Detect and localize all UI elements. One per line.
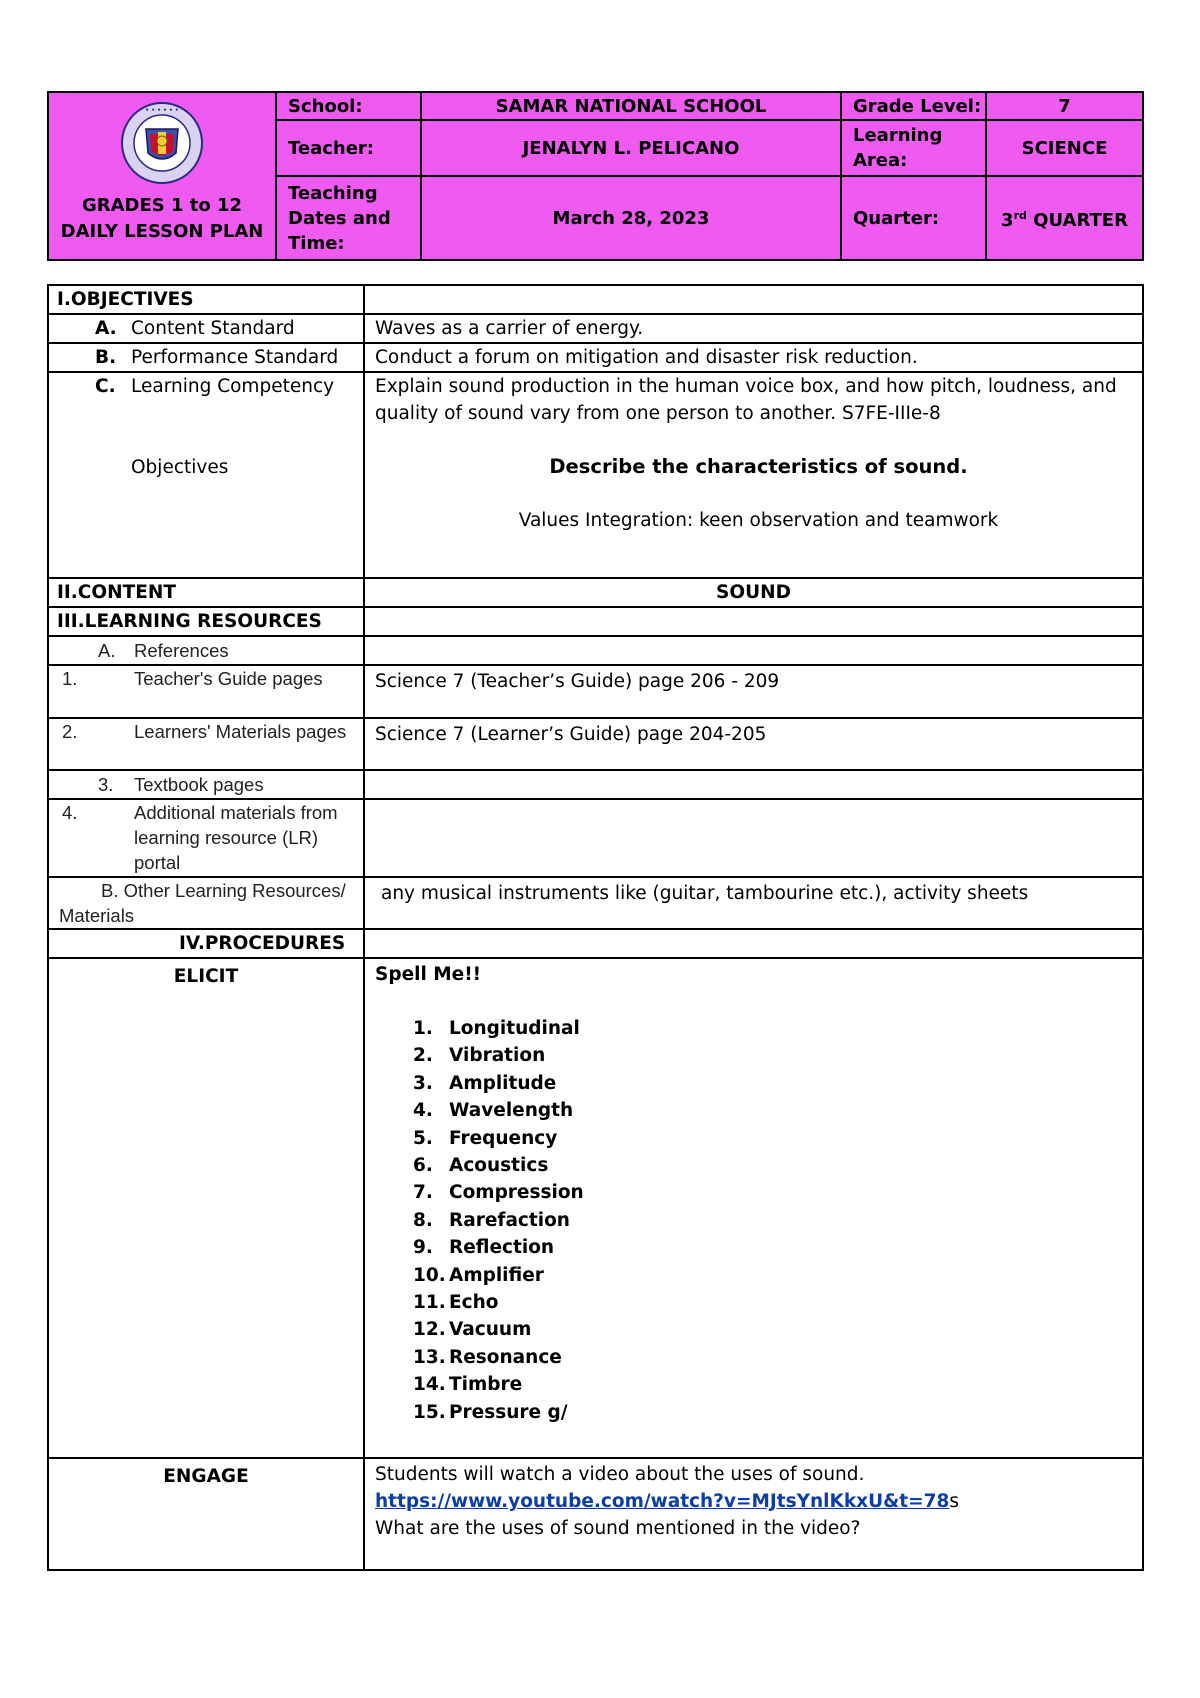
engage-question: What are the uses of sound mentioned in the video? xyxy=(375,1518,861,1539)
dlp-title-line2: DAILY LESSON PLAN xyxy=(60,221,264,242)
teachers-guide-value: Science 7 (Teacher’s Guide) page 206 - 209 xyxy=(364,665,1143,718)
spell-item-word: Amplitude xyxy=(449,1072,557,1094)
objectives-heading-row xyxy=(48,285,1143,314)
procedures-heading-row xyxy=(48,929,1143,958)
spell-list xyxy=(375,1015,1142,1426)
spell-list-item xyxy=(413,1344,1142,1371)
references-row xyxy=(48,636,1143,665)
video-link-suffix: s xyxy=(949,1491,959,1512)
svg-text:• • • • • •: • • • • • • xyxy=(145,107,179,114)
competency-label: Learning Competency xyxy=(131,376,335,397)
spell-item-word: Longitudinal xyxy=(449,1018,580,1039)
spell-item-number: 8. xyxy=(413,1209,433,1231)
spell-item-number: 15. xyxy=(413,1401,446,1423)
objectives-heading: I.OBJECTIVES xyxy=(48,285,364,314)
teachers-guide-number: 1. xyxy=(62,668,78,689)
spell-item-number: 13. xyxy=(413,1346,446,1368)
spell-item-word: Echo xyxy=(449,1292,499,1314)
other-resources-label: B. Other Learning Resources/ Materials xyxy=(48,877,364,929)
spell-item-number: 6. xyxy=(413,1155,433,1177)
spell-list-item xyxy=(413,1262,1142,1289)
content-standard-row xyxy=(48,314,1143,343)
spell-list-item xyxy=(413,1234,1142,1261)
objectives-label: Objectives xyxy=(131,457,229,478)
school-value: SAMAR NATIONAL SCHOOL xyxy=(421,92,841,120)
spell-item-word: Reflection xyxy=(449,1237,555,1259)
spell-item-number: 9. xyxy=(413,1237,433,1259)
spell-item-number: 12. xyxy=(413,1319,446,1341)
teachers-guide-label: Teacher's Guide pages xyxy=(134,668,323,689)
school-label: School: xyxy=(276,92,421,120)
spell-item-number: 5. xyxy=(413,1127,433,1149)
learning-competency-row xyxy=(48,372,1143,578)
spell-item-word: Vibration xyxy=(449,1045,546,1067)
spell-item-number: 1. xyxy=(413,1018,433,1039)
spell-list-item xyxy=(413,1097,1142,1124)
spell-item-number: 14. xyxy=(413,1374,446,1396)
quarter-number: 3 xyxy=(1001,210,1014,231)
elicit-row xyxy=(48,958,1143,1458)
other-resources-value: any musical instruments like (guitar, tambourine etc.), activity sheets xyxy=(364,877,1143,929)
teaching-dates-label: Teaching Dates and Time: xyxy=(276,176,421,260)
objective-value: Describe the characteristics of sound. xyxy=(549,455,968,478)
learning-area-label: Learning Area: xyxy=(841,120,986,176)
teacher-label: Teacher: xyxy=(276,120,421,176)
resources-heading-row xyxy=(48,607,1143,636)
elicit-title: Spell Me!! xyxy=(375,964,482,985)
spell-item-word: Rarefaction xyxy=(449,1209,570,1231)
grade-value: 7 xyxy=(986,92,1143,120)
spell-list-item xyxy=(413,1399,1142,1426)
additional-materials-label: Additional materials from learning resource (LR) portal xyxy=(134,802,338,873)
competency-letter: C. xyxy=(95,376,116,397)
content-standard-value: Waves as a carrier of energy. xyxy=(364,314,1143,343)
learners-materials-number: 2. xyxy=(62,721,78,742)
spell-list-item xyxy=(413,1070,1142,1097)
spell-item-number: 3. xyxy=(413,1072,433,1094)
video-link[interactable]: https://www.youtube.com/watch?v=MJtsYnlKkxU&t=78 xyxy=(375,1491,950,1512)
additional-materials-number: 4. xyxy=(62,802,78,823)
quarter-label: Quarter: xyxy=(841,176,986,260)
spell-item-word: Wavelength xyxy=(449,1100,574,1122)
learners-materials-value: Science 7 (Learner’s Guide) page 204-205 xyxy=(364,718,1143,770)
learners-materials-label: Learners' Materials pages xyxy=(134,721,347,742)
spell-item-number: 11. xyxy=(413,1292,446,1314)
engage-line1: Students will watch a video about the uses of sound. xyxy=(375,1464,865,1485)
spell-list-item xyxy=(413,1015,1142,1042)
spell-list-item xyxy=(413,1207,1142,1234)
spell-item-number: 10. xyxy=(413,1264,446,1286)
procedures-heading: IV.PROCEDURES xyxy=(48,929,364,958)
spell-item-word: Frequency xyxy=(449,1127,558,1149)
competency-value: Explain sound production in the human voice box, and how pitch, loudness, and quality of sound vary from one person to another. S7FE-IIIe-8 xyxy=(375,376,1117,424)
teachers-guide-row xyxy=(48,665,1143,718)
spell-list-item xyxy=(413,1289,1142,1316)
spell-item-word: Amplifier xyxy=(449,1264,544,1286)
references-letter: A. xyxy=(98,640,116,661)
spell-list-item xyxy=(413,1152,1142,1179)
spell-item-number: 4. xyxy=(413,1100,433,1122)
content-value: SOUND xyxy=(364,578,1143,607)
other-resources-row xyxy=(48,877,1143,929)
quarter-suffix: rd xyxy=(1013,209,1027,222)
lesson-plan-table xyxy=(47,284,1144,1571)
spell-list-item xyxy=(413,1179,1142,1206)
spell-list-item xyxy=(413,1125,1142,1152)
grade-label: Grade Level: xyxy=(841,92,986,120)
spell-item-word: Compression xyxy=(449,1182,584,1204)
teacher-value: JENALYN L. PELICANO xyxy=(421,120,841,176)
content-heading: II.CONTENT xyxy=(48,578,364,607)
header-table xyxy=(47,91,1144,261)
performance-standard-label: Performance Standard xyxy=(131,347,339,368)
textbook-row xyxy=(48,770,1143,799)
header-logo-cell xyxy=(48,92,276,260)
performance-standard-letter: B. xyxy=(95,347,117,368)
additional-materials-row xyxy=(48,799,1143,877)
performance-standard-row xyxy=(48,343,1143,372)
textbook-label: Textbook pages xyxy=(134,774,264,795)
spell-item-word: Vacuum xyxy=(449,1319,532,1341)
spell-item-word: Timbre xyxy=(449,1374,523,1396)
spell-item-word: Resonance xyxy=(449,1346,562,1368)
engage-row xyxy=(48,1458,1143,1570)
spell-item-number: 7. xyxy=(413,1182,433,1204)
spell-item-number: 2. xyxy=(413,1045,433,1067)
textbook-number: 3. xyxy=(98,774,114,795)
spell-list-item xyxy=(413,1371,1142,1398)
learners-materials-row xyxy=(48,718,1143,770)
content-standard-label: Content Standard xyxy=(131,318,295,339)
deped-seal-icon xyxy=(120,101,204,185)
content-standard-letter: A. xyxy=(95,318,117,339)
spell-list-item xyxy=(413,1042,1142,1069)
dlp-title-line1: GRADES 1 to 12 xyxy=(81,195,243,216)
engage-label: ENGAGE xyxy=(48,1458,364,1570)
spell-list-item xyxy=(413,1316,1142,1343)
references-label: References xyxy=(134,640,229,661)
learning-area-value: SCIENCE xyxy=(986,120,1143,176)
quarter-word: QUARTER xyxy=(1026,210,1128,231)
performance-standard-value: Conduct a forum on mitigation and disaster risk reduction. xyxy=(364,343,1143,372)
teaching-dates-value: March 28, 2023 xyxy=(421,176,841,260)
elicit-label: ELICIT xyxy=(48,958,364,1458)
spell-item-word: Pressure g/ xyxy=(449,1401,568,1423)
values-integration: Values Integration: keen observation and teamwork xyxy=(518,510,999,531)
quarter-value xyxy=(986,176,1143,260)
resources-heading: III.LEARNING RESOURCES xyxy=(48,607,364,636)
spell-item-word: Acoustics xyxy=(449,1155,549,1177)
content-row xyxy=(48,578,1143,607)
